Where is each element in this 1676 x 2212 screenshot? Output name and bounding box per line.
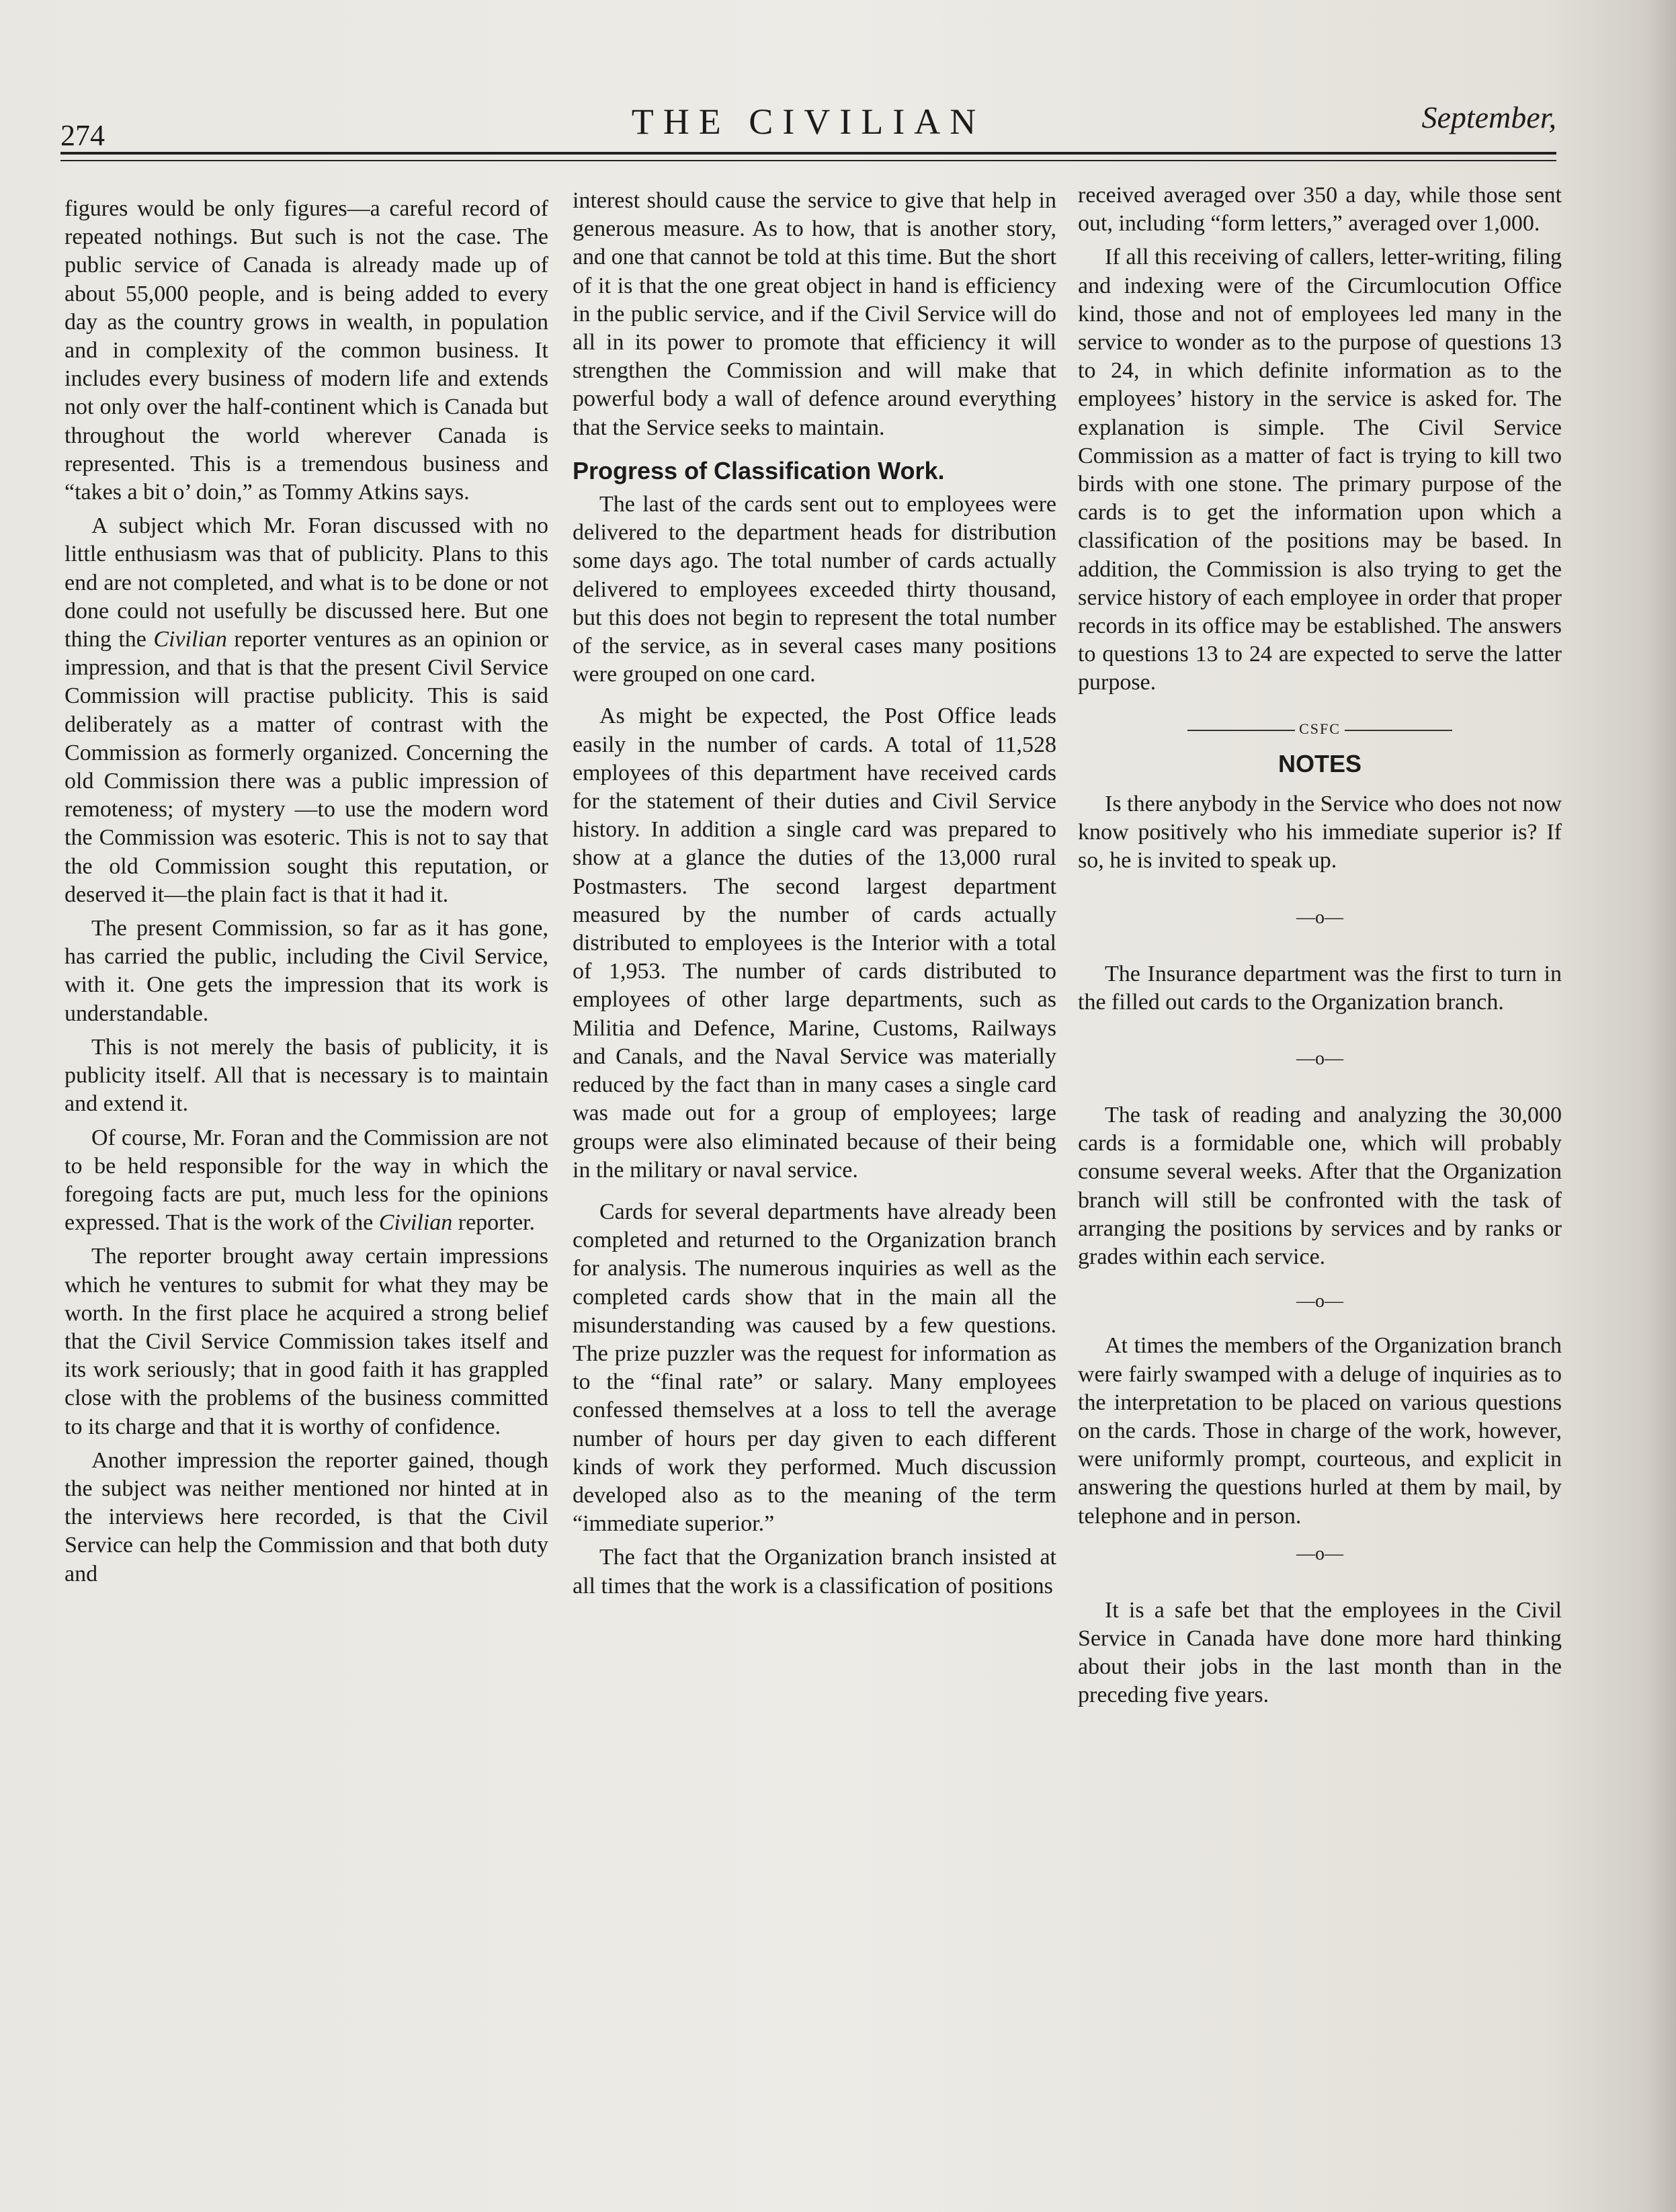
- header-rule-thick: [60, 152, 1556, 155]
- section-separator: [1078, 715, 1562, 743]
- note-divider: —o—: [1296, 1543, 1343, 1564]
- note-divider: —o—: [1296, 1291, 1343, 1312]
- note-paragraph: Is there anybody in the Service who does not now know positively who his immediate superior is? If so, he is invited to speak up.: [1078, 792, 1562, 874]
- paragraph: figures would be only figures—a careful record of repeated nothings. But such is not the case. The public service of Canada is already made up of about 55,000 people, and is being added to every day as the country grows in wealth, in population and in complexity of the common business. It includes every business of modern life and extends not only over the half-continent which is Canada but throughout the world wherever Canada is represented. This is a tremendous business and “takes a bit o’ doin,” as Tommy Atkins says.: [65, 196, 548, 505]
- paragraph: This is not merely the basis of publicity, it is publicity itself. All that is necessary is to maintain and extend it.: [65, 1034, 548, 1117]
- note-paragraph: At times the members of the Organization branch were fairly swamped with a deluge of inquiries as to the interpretation to be placed on various questions on the cards. Those in charge of the work, however, were uniformly prompt, courteous, and explicit in answering the questions hurled at them by mail, by telephone and in person.: [1078, 1333, 1562, 1529]
- paragraph: The reporter brought away certain impressions which he ventures to submit for what they may be worth. In the first place he acquired a strong belief that the Civil Service Commission takes itself and its work seriously; that in good faith it has grappled close with the problems of the business committed to its charge and that it is worthy of confidence.: [65, 1244, 548, 1439]
- column-right: [1078, 181, 1562, 2143]
- issue-month: September,: [1421, 100, 1556, 134]
- paragraph: As might be expected, the Post Office leads easily in the number of cards. A total of 11,528 employees of this department have received cards for the statement of their duties and Civil Service history. In addition a single card was prepared to show at a glance the duties of the 13,000 rural Postmasters. The second largest department measured by the number of cards actually distributed to employees is the Interior with a total of 1,953. The number of cards distributed to employees of other large departments, such as Militia and Defence, Marine, Customs, Railways and Canals, and the Naval Service was materially reduced by the fact than in many cases a single card was made out for a group of employees; large groups were also eliminated because of their being in the military or naval service.: [573, 704, 1056, 1183]
- note-divider: —o—: [1296, 906, 1343, 928]
- journal-title: THE CIVILIAN: [631, 101, 986, 142]
- paragraph: interest should cause the service to give that help in generous measure. As to how, that is another story, and one that cannot be told at this time. But the short of it is that the one great object in hand is efficiency in the public service, and if the Civil Service will do all in its power to promote that efficiency it will strengthen the Commission and will make that powerful body a wall of defence around everything that the Service seeks to maintain.: [573, 188, 1056, 440]
- page-number: 274: [60, 119, 105, 152]
- paragraph: received averaged over 350 a day, while those sent out, including “form letters,” averaged over 1,000.: [1078, 183, 1562, 237]
- separator-mark: CSFC: [1299, 720, 1341, 737]
- header-rule-thin: [60, 160, 1556, 161]
- paragraph: If all this receiving of callers, letter-writing, filing and indexing were of the Circumlocution Office kind, those and not of employees led many in the service to wonder as to the purpose of questions 13 to 24, in which definite information as to the employees’ history in the service is asked for. The explanation is simple. The Civil Service Commission as a matter of fact is trying to kill two birds with one stone. The primary purpose of the cards is to get the information upon which a classification of the positions may be based. In addition, the Commission is also trying to get the service history of each employee in order that proper records in its office may be established. The answers to questions 13 to 24 are expected to serve the latter purpose.: [1078, 245, 1562, 695]
- paragraph: The last of the cards sent out to employees were delivered to the department heads for distribution some days ago. The total number of cards actually delivered to employees exceeded thirty thousand, but this does not begin to represent the total number of the service, as in several cases many positions were grouped on one card.: [573, 492, 1056, 687]
- paragraph: Of course, Mr. Foran and the Commission are not to be held responsible for the way in which the foregoing facts are put, much less for the opinions expressed. That is the work of the Civilian reporter.: [65, 1125, 548, 1236]
- note-paragraph: It is a safe bet that the employees in the Civil Service in Canada have done more hard thinking about their jobs in the last month than in the preceding five years.: [1078, 1597, 1562, 1708]
- column-middle: [573, 187, 1056, 2149]
- italic-civilian: Civilian: [153, 627, 227, 652]
- paragraph: A subject which Mr. Foran discussed with no little enthusiasm was that of publicity. Plans to this end are not completed, and what is to be done or not done could not usefully be discussed here. But one thing the Civilian reporter ventures as an opinion or impression, and that is that the present Civil Service Commission will practise publicity. This is said deliberately as a matter of contrast with the Commission as formerly organized. Concerning the old Commission there was a public impression of remoteness; of mystery —to use the modern word the Commission was esoteric. This is not to say that the old Commission sought this reputation, or deserved it—the plain fact is that it had it.: [65, 513, 548, 907]
- page-header: [60, 94, 1556, 152]
- paragraph: The present Commission, so far as it has gone, has carried the public, including the Civil Service, with it. One gets the impression that its work is understandable.: [65, 916, 548, 1026]
- note-paragraph: The Insurance department was the first to turn in the filled out cards to the Organization branch.: [1078, 961, 1562, 1015]
- note-paragraph: The task of reading and analyzing the 30,000 cards is a formidable one, which will probably consume several weeks. After that the Organization branch will still be confronted with the task of arranging the positions by services and by ranks or grades within each service.: [1078, 1103, 1562, 1270]
- note-divider: —o—: [1296, 1048, 1343, 1070]
- italic-civilian: Civilian: [378, 1210, 453, 1236]
- paragraph: The fact that the Organization branch insisted at all times that the work is a classification of positions: [573, 1545, 1056, 1599]
- section-heading: Progress of Classification Work.: [573, 456, 945, 484]
- paragraph: Cards for several departments have already been completed and returned to the Organization branch for analysis. The numerous inquiries as well as the completed cards show that in the main all the misunderstanding was caused by a few questions. The prize puzzler was the request for information as to the “final rate” or salary. Many employees confessed themselves at a loss to tell the average number of hours per day given to each different kinds of work they performed. Much discussion developed also as to the meaning of the term “immediate superior.”: [573, 1199, 1056, 1537]
- paragraph: Another impression the reporter gained, though the subject was neither mentioned nor hinted at in the interviews here recorded, is that the Civil Service can help the Commission and that both duty and: [65, 1447, 548, 1586]
- page-spine: [1644, 0, 1676, 2212]
- column-left: [65, 195, 548, 2157]
- notes-heading: NOTES: [1277, 749, 1361, 777]
